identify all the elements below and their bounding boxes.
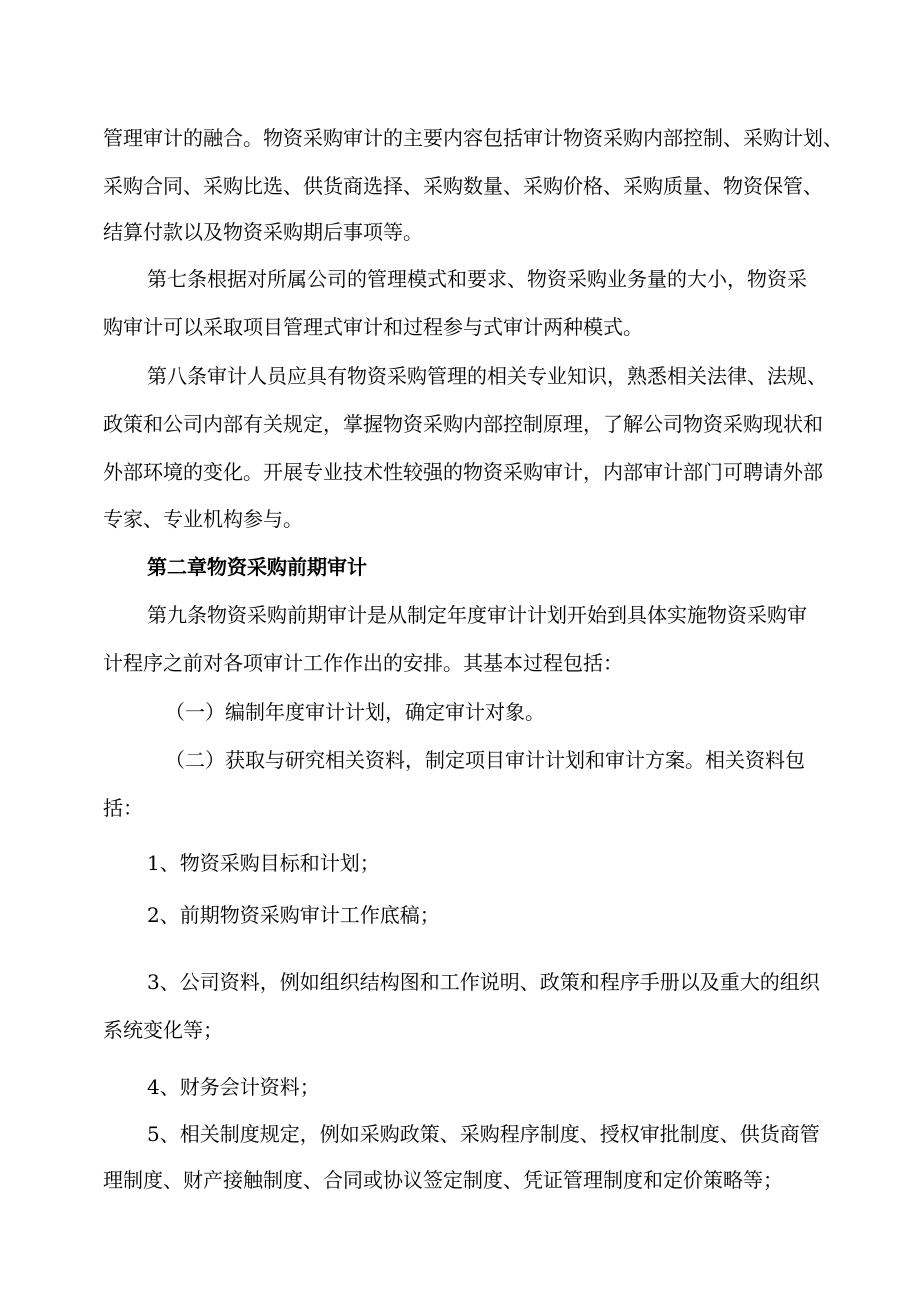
text-line: 3、公司资料，例如组织结构图和工作说明、政策和程序手册以及重大的组织	[147, 970, 820, 994]
text-line: 结算付款以及物资采购期后事项等。	[103, 220, 423, 244]
material-item-4: 4、财务会计资料；	[147, 1075, 320, 1099]
list-item-1: （一）编制年度审计计划，确定审计对象。	[165, 700, 545, 724]
text-line: 采购合同、采购比选、供货商选择、采购数量、采购价格、采购质量、物资保管、	[103, 174, 823, 198]
text-line: 5、相关制度规定，例如采购政策、采购程序制度、授权审批制度、供货商管	[147, 1122, 820, 1146]
material-item-2: 2、前期物资采购审计工作底稿；	[147, 903, 440, 927]
material-item-1: 1、物资采购目标和计划；	[147, 851, 380, 875]
text-line: 专家、专业机构参与。	[103, 507, 303, 531]
text-line: 理制度、财产接触制度、合同或协议签定制度、凭证管理制度和定价策略等；	[103, 1168, 783, 1192]
text-line: 系统变化等；	[103, 1018, 223, 1042]
text-line: 政策和公司内部有关规定，掌握物资采购内部控制原理，了解公司物资采购现状和	[103, 412, 823, 436]
text-line: 管理审计的融合。物资采购审计的主要内容包括审计物资采购内部控制、采购计划、	[103, 126, 843, 150]
text-line: 外部环境的变化。开展专业技术性较强的物资采购审计，内部审计部门可聘请外部	[103, 460, 823, 484]
text-line: （二）获取与研究相关资料，制定项目审计计划和审计方案。相关资料包	[165, 748, 805, 772]
text-line: 第九条物资采购前期审计是从制定年度审计计划开始到具体实施物资采购审	[147, 603, 807, 627]
text-line: 括：	[103, 796, 143, 820]
text-line: 第七条根据对所属公司的管理模式和要求、物资采购业务量的大小，物资采	[147, 267, 807, 291]
text-line: 计程序之前对各项审计工作作出的安排。其基本过程包括：	[103, 651, 623, 675]
text-line: 第八条审计人员应具有物资采购管理的相关专业知识，熟悉相关法律、法规、	[147, 364, 827, 388]
text-line: 购审计可以采取项目管理式审计和过程参与式审计两种模式。	[103, 315, 643, 339]
chapter-heading: 第二章物资采购前期审计	[147, 555, 367, 579]
